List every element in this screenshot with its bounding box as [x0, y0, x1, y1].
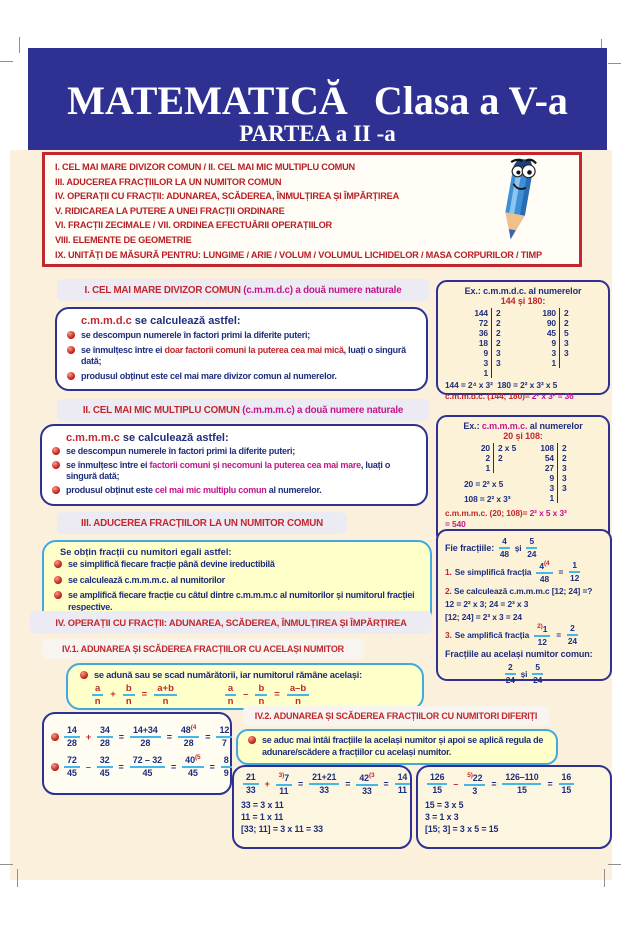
bullet-icon: [67, 331, 75, 339]
calc-line: [12; 24] = 2³ x 3 = 24: [445, 611, 522, 622]
section-4-1-rule-box: [66, 663, 424, 710]
factor-table: [462, 308, 516, 378]
fraction: $\frac{b}{n}$: [255, 684, 267, 706]
factor-row: 9 3: [528, 473, 582, 483]
fraction: $\frac{16}{15}$: [559, 773, 575, 795]
example-step: 2. Se calculează c.m.m.m.c [12; 24] =?: [445, 585, 593, 596]
factor-row: 20 2 x 5: [464, 443, 518, 453]
example-numbers: 144 și 180:: [500, 296, 546, 306]
rule-bullet: se aduc mai întâi fracțiile la același numitor și apoi se aplică regula de adunare/scădere a fracțiilor cu același numitor.: [248, 735, 546, 758]
crop-mark: [19, 37, 20, 53]
result-line: c.m.m.m.c. (20; 108)= 2² x 5 x 3³: [445, 508, 567, 518]
example-box-cmmdc: [436, 280, 610, 401]
rule-bullet: se descompun numerele în factori primi la diferite puteri;: [67, 330, 416, 342]
crop-mark: [608, 864, 621, 865]
fraction: $\frac{2}{24}$: [505, 661, 515, 685]
result-line: c.m.m.d.c. (144; 180)= 2² x 3² = 36: [445, 391, 574, 401]
bullet-icon: [51, 763, 59, 771]
factor-row: 27 3: [528, 463, 582, 473]
pencil-mascot-icon: [486, 153, 550, 247]
example-box-common-denominator: [436, 529, 612, 685]
factor-row: 144 2: [462, 308, 516, 318]
factor-row: 3 3: [462, 358, 516, 368]
factor-row: 1: [528, 493, 582, 503]
bullet-icon: [54, 591, 62, 599]
bullet-icon: [67, 346, 75, 354]
fraction: $\frac{48^{(4}}{28}$: [178, 725, 199, 748]
calc-line: 15 = 3 x 5: [425, 799, 464, 810]
bullet-icon: [52, 461, 60, 469]
fraction: $\frac{8}{9}$: [221, 756, 232, 778]
generic-formula: $\frac{a}{n}$ + $\frac{b}{n}$ = $\frac{a+b}{n}$ $\frac{a}{n}$ – $\frac{b}{n}$ = $\frac{a-b}{n}$: [90, 684, 410, 706]
factor-row: 54 2: [528, 453, 582, 463]
fraction: $\frac{2}{24}$: [567, 623, 577, 647]
worked-example-row: $\frac{21}{33}$ + $\frac{^{3)}7}{11}$ = $\frac{21+21}{33}$ = $\frac{42^{(3}}{33}$ = $\frac{14}{11}$: [241, 773, 403, 796]
rule-bullet: se înmulțesc între ei doar factorii comuni la puterea cea mai mică, luați o singură dată;: [67, 345, 416, 368]
worked-example-row: $\frac{126}{15}$ – $\frac{^{5)}22}{3}$ = $\frac{126-110}{15}$ = $\frac{16}{15}$: [425, 773, 603, 796]
bullet-icon: [52, 486, 60, 494]
example-box-diff-denominator-2: [416, 765, 612, 849]
bullet-icon: [51, 733, 59, 741]
factor-table: [464, 443, 518, 473]
section-4-2-rule-box: [236, 729, 558, 765]
bullet-icon: [80, 671, 88, 679]
factor-row: 1: [464, 463, 518, 473]
fraction: $\frac{4^{(4}}{48}$: [536, 561, 552, 584]
rule-title: c.m.m.m.c se calculează astfel:: [66, 432, 229, 444]
example-step: 1. Se simplifică fracția $\frac{4^{(4}}{48}$ = $\frac{1}{12}$: [445, 560, 580, 584]
calc-line: 33 = 3 x 11: [241, 799, 284, 810]
calc-line: 12 = 2² x 3; 24 = 2³ x 3: [445, 598, 529, 609]
toc-line: V. RIDICAREA LA PUTERE A UNEI FRACȚII ORDINARE: [55, 205, 285, 216]
fraction: $\frac{5}{24}$: [533, 661, 543, 685]
fraction: $\frac{42^{(3}}{33}$: [356, 773, 377, 796]
power-line: 108 = 2² x 3³: [464, 494, 511, 504]
result-total: = 540: [445, 519, 466, 529]
section-4-heading: IV. OPERAȚII CU FRACȚII: ADUNAREA, SCĂDEREA, ÎNMULȚIREA ȘI ÎMPĂRȚIREA: [30, 611, 432, 634]
toc-line: I. CEL MAI MARE DIVIZOR COMUN / II. CEL MAI MIC MULTIPLU COMUN: [55, 162, 355, 172]
fraction: $\frac{126-110}{15}$: [502, 773, 541, 795]
factor-row: 108 2: [528, 443, 582, 453]
fraction: $\frac{14}{28}$: [64, 726, 80, 748]
fraction: $\frac{5}{24}$: [527, 536, 537, 559]
rule-bullet: se simplifică fiecare fracție până devine ireductibilă: [54, 559, 420, 571]
section-1-heading: I. CEL MAI MARE DIVIZOR COMUN (c.m.m.d.c) a două numere naturale: [57, 279, 429, 301]
rule-bullet: produsul obținut este cel mai mic multiplu comun al numerelor.: [52, 485, 416, 497]
calc-line: 11 = 1 x 11: [241, 811, 284, 822]
factor-row: 1: [462, 368, 516, 378]
fraction: $\frac{a-b}{n}$: [287, 684, 309, 706]
calc-line: 3 = 1 x 3: [425, 811, 459, 822]
fraction: $\frac{34}{28}$: [97, 726, 113, 748]
fraction: $\frac{a}{n}$: [225, 684, 236, 706]
crop-mark: [608, 63, 621, 64]
factor-row: 180 2: [530, 308, 584, 318]
fraction: $\frac{21+21}{33}$: [309, 773, 339, 795]
factor-row: 2 2: [464, 453, 518, 463]
rule-bullet: se amplifică fiecare fracție cu câtul dintre c.m.m.m.c al numitorilor și numitorul fracției respective.: [54, 590, 420, 613]
crop-mark: [604, 869, 605, 887]
example-box-cmmmc: [436, 415, 610, 545]
factor-row: 36 2: [462, 328, 516, 338]
bullet-icon: [54, 560, 62, 568]
section-4-1-heading: IV.1. ADUNAREA ȘI SCĂDEREA FRACȚIILOR CU ACELAȘI NUMITOR: [42, 639, 364, 659]
rule-title: Se obțin fracții cu numitori egali astfel:: [60, 547, 232, 557]
factor-row: 90 2: [530, 318, 584, 328]
factor-row: 3 3: [528, 483, 582, 493]
lcm-lines: [241, 799, 403, 835]
toc-line: III. ADUCEREA FRACȚIILOR LA UN NUMITOR COMUN: [55, 176, 282, 187]
fraction: $\frac{^{5)}22}{3}$: [464, 773, 485, 796]
example-box-diff-denominator-1: [232, 765, 412, 849]
fraction: $\frac{a}{n}$: [92, 684, 103, 706]
factor-row: 9 3: [462, 348, 516, 358]
rule-bullet: se calculează c.m.m.m.c. al numitorilor: [54, 575, 420, 587]
fraction: $\frac{72}{45}$: [64, 756, 80, 778]
worked-example-row: $\frac{14}{28}$ + $\frac{34}{28}$ = $\frac{14+34}{28}$ = $\frac{48^{(4}}{28}$ = $\frac{12}{7}$: [51, 725, 223, 748]
toc-line: IX. UNITĂȚI DE MĂSURĂ PENTRU: LUNGIME / ARIE / VOLUM / VOLUMUL LICHIDELOR / MASA CORPURILOR / TIMP: [55, 249, 542, 260]
factor-row: 3 3: [530, 348, 584, 358]
fraction: $\frac{72 - 32}{45}$: [130, 756, 165, 778]
example-box-same-denominator: [42, 712, 232, 795]
section-4-2-heading: IV.2. ADUNAREA ȘI SCĂDEREA FRACȚIILOR CU NUMITORI DIFERIȚI: [243, 706, 549, 726]
lcm-lines: [425, 799, 603, 835]
example-numbers: 20 și 108:: [503, 431, 543, 441]
factor-row: 45 5: [530, 328, 584, 338]
crop-mark: [0, 864, 13, 865]
factor-row: 72 2: [462, 318, 516, 328]
section-1-rule-box: [55, 307, 428, 391]
example-step: 3. Se amplifică fracția $\frac{^{2)}1}{12}$ = $\frac{2}{24}$: [445, 622, 577, 647]
factor-row: 18 2: [462, 338, 516, 348]
toc-line: VI. FRACȚII ZECIMALE / VII. ORDINEA EFECTUĂRII OPERAȚIILOR: [55, 220, 332, 231]
fraction: $\frac{b}{n}$: [123, 684, 135, 706]
factor-table: [530, 308, 584, 378]
section-2-rule-box: [40, 424, 428, 506]
rule-title: c.m.m.d.c se calculează astfel:: [81, 315, 241, 327]
fraction: $\frac{40^{(5}}{45}$: [182, 755, 203, 778]
rule-bullet: se înmulțesc între ei factorii comuni și necomuni la puterea cea mai mare, luați o singură dată;: [52, 460, 416, 483]
fraction: $\frac{a+b}{n}$: [154, 684, 177, 706]
fraction: $\frac{126}{15}$: [427, 773, 447, 795]
fraction: $\frac{^{3)}7}{11}$: [276, 773, 292, 796]
factor-row: 1: [530, 358, 584, 368]
power-line: 144 = 2⁴ x 3² 180 = 2² x 3² x 5: [445, 380, 558, 390]
page-title: MATEMATICĂ Clasa a V-a: [67, 78, 568, 123]
fraction: $\frac{14+34}{28}$: [130, 726, 161, 748]
worked-example-row: $\frac{72}{45}$ – $\frac{32}{45}$ = $\frac{72 - 32}{45}$ = $\frac{40^{(5}}{45}$ = $\frac{8}{9}$: [51, 755, 223, 778]
calc-line: [33; 11] = 3 x 11 = 33: [241, 823, 323, 834]
factor-table: [528, 443, 582, 505]
example-line: Fracțiile au același numitor comun:: [445, 648, 593, 659]
section-2-heading: II. CEL MAI MIC MULTIPLU COMUN (c.m.m.m.c) a două numere naturale: [57, 399, 429, 421]
section-3-heading: III. ADUCEREA FRACȚIILOR LA UN NUMITOR COMUN: [57, 512, 347, 534]
rule-bullet: se descompun numerele în factori primi la diferite puteri;: [52, 446, 416, 458]
bullet-icon: [248, 736, 256, 744]
bullet-icon: [52, 447, 60, 455]
fraction: $\frac{14}{11}$: [395, 773, 411, 795]
rule-bullet: se adună sau se scad numărătorii, iar numitorul rămâne același:: [80, 670, 410, 682]
header-band: [28, 48, 607, 150]
toc-line: VIII. ELEMENTE DE GEOMETRIE: [55, 234, 192, 245]
power-line: 20 = 2² x 5: [464, 479, 504, 489]
fraction: $\frac{32}{45}$: [97, 756, 113, 778]
bullet-icon: [54, 576, 62, 584]
crop-mark: [0, 61, 13, 62]
fraction: $\frac{21}{33}$: [243, 773, 259, 795]
page-part: PARTEA a II -a: [239, 121, 396, 146]
factor-row: 9 3: [530, 338, 584, 348]
calc-line: [15; 3] = 3 x 5 = 15: [425, 823, 499, 834]
crop-mark: [17, 869, 18, 887]
fraction: $\frac{^{2)}1}{12}$: [534, 624, 550, 647]
example-title: Ex.: c.m.m.d.c. al numerelor: [464, 286, 582, 296]
example-line: $\frac{2}{24}$ și $\frac{5}{24}$: [505, 661, 543, 685]
bullet-icon: [67, 372, 75, 380]
rule-bullet: produsul obținut este cel mai mare divizor comun al numerelor.: [67, 371, 416, 383]
toc-line: IV. OPERAȚII CU FRACȚII: ADUNAREA, SCĂDEREA, ÎNMULȚIREA ȘI ÎMPĂRȚIREA: [55, 191, 400, 202]
example-line: Fie fracțiile: $\frac{4}{48}$ și $\frac{5}{24}$: [445, 536, 537, 559]
fraction: $\frac{12}{7}$: [216, 726, 232, 748]
fraction: $\frac{1}{12}$: [570, 560, 580, 584]
fraction: $\frac{4}{48}$: [499, 536, 509, 559]
example-title: Ex.: c.m.m.m.c. al numerelor: [463, 421, 583, 431]
